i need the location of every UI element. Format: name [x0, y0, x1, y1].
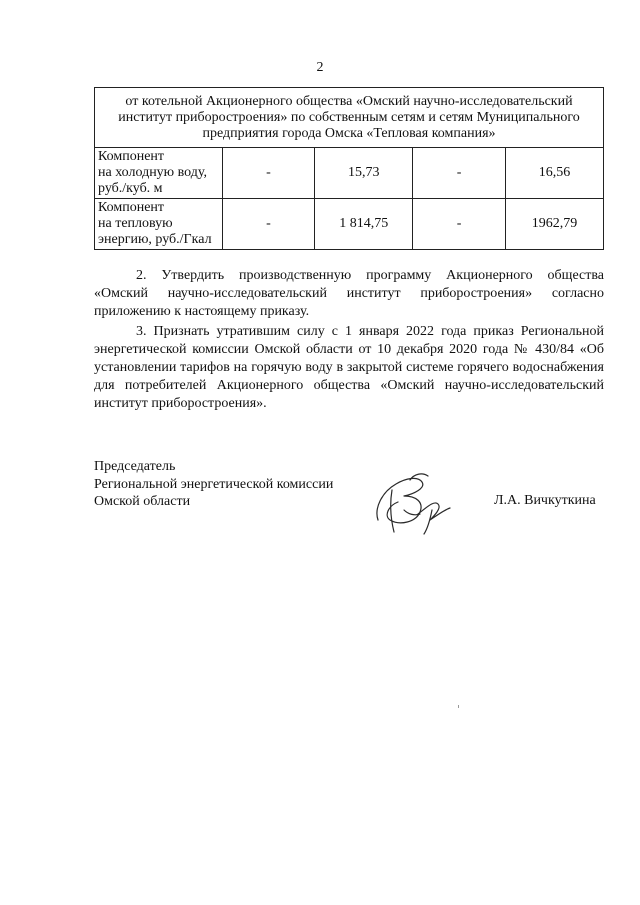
- signatory-title-line: Председатель: [94, 459, 176, 474]
- row-label-line: энергию, руб./Гкал: [98, 232, 212, 247]
- order-paragraphs: [94, 267, 604, 415]
- value-cell: -: [413, 199, 506, 250]
- table-header-line: от котельной Акционерного общества «Омский научно-исследовательский: [125, 94, 573, 109]
- row-label-line: на холодную воду,: [98, 165, 207, 180]
- page-number: 2: [316, 60, 324, 75]
- row-label-line: руб./куб. м: [98, 181, 163, 196]
- table-row: [95, 148, 604, 199]
- table-header-row: [95, 88, 604, 148]
- table-header-line: институт приборостроения» по собственным сетям и сетям Муниципального: [118, 110, 580, 125]
- handwritten-signature: [370, 470, 460, 538]
- tariff-table: [94, 87, 604, 250]
- row-label-cell: [95, 199, 223, 250]
- value-cell: 15,73: [315, 148, 413, 199]
- value-cell: 1962,79: [506, 199, 604, 250]
- signatory-title-line: Региональной энергетической комиссии: [94, 476, 334, 492]
- table-header-cell: [95, 88, 604, 148]
- paragraph-item-2: 2. Утвердить производственную программу Акционерного общества «Омский научно-исследовательский институт приборостроения» согласно приложению к настоящему приказу.: [94, 268, 604, 319]
- signatory-name: Л.А. Вичкуткина: [494, 493, 596, 508]
- value-cell: 1 814,75: [315, 199, 413, 250]
- signatory-title-line: Омской области: [94, 494, 191, 509]
- signatory-title: [94, 458, 333, 511]
- value-cell: -: [222, 199, 315, 250]
- table-row: [95, 199, 604, 250]
- row-label-line: Компонент: [98, 149, 165, 164]
- row-label-line: Компонент: [98, 200, 165, 215]
- value-cell: -: [222, 148, 315, 199]
- row-label-cell: [95, 148, 223, 199]
- row-label-line: на тепловую: [98, 216, 173, 231]
- value-cell: 16,56: [506, 148, 604, 199]
- scan-speck: [458, 705, 459, 708]
- paragraph-item-3: 3. Признать утратившим силу с 1 января 2022 года приказ Региональной энергетической комиссии Омской области от 10 декабря 2020 года № 430/84 «Об установлении тарифов на горячую воду в закрытой системе горячего водоснабжения для потребителей Акционерного общества «Омский научно-исследовательский институт приборостроения».: [94, 324, 604, 411]
- table-header-line: предприятия города Омска «Тепловая компания»: [202, 126, 496, 141]
- value-cell: -: [413, 148, 506, 199]
